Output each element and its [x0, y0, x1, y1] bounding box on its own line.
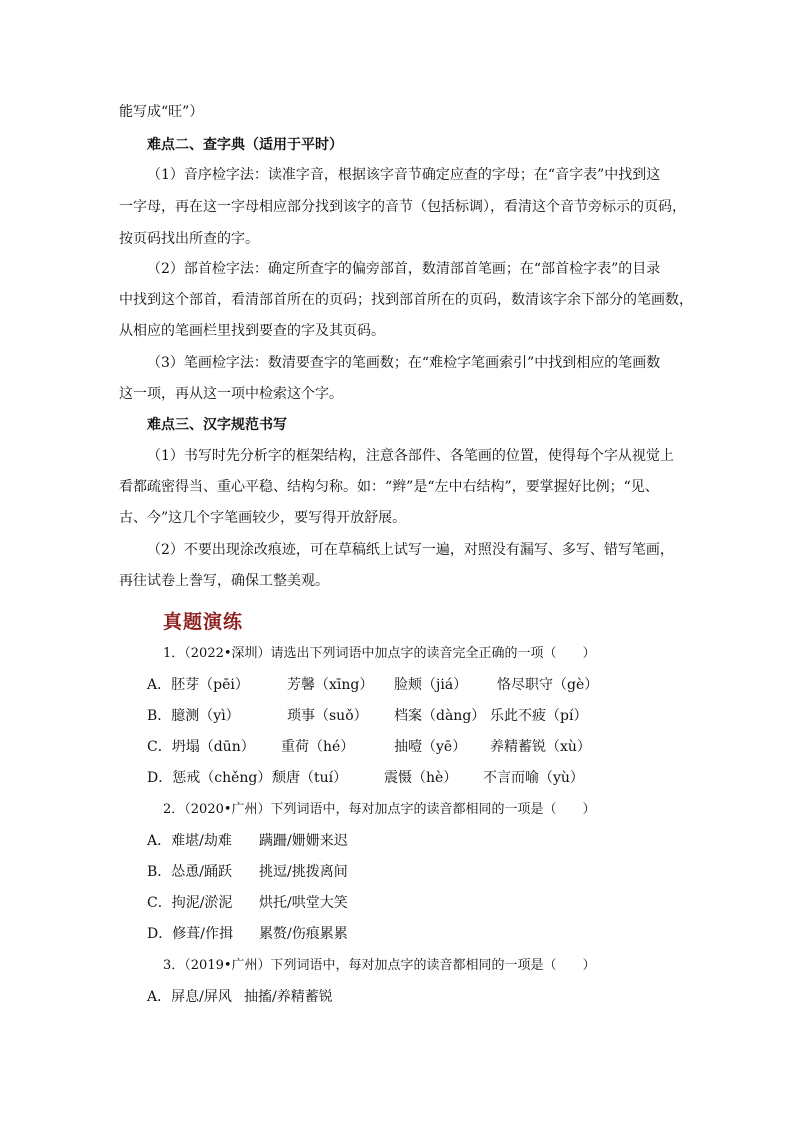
text-line: 古、今”这几个字笔画较少，要写得开放舒展。: [119, 510, 407, 526]
question-2-stem: 2．（2020•广州）下列词语中，每对加点字的读音都相同的一项是（ ）: [163, 802, 596, 817]
option-d-3: 震慑（hè）: [384, 770, 458, 786]
option-b-3: 档案（dàng）: [394, 708, 486, 724]
option-b-2: 琐事（suǒ）: [287, 708, 368, 724]
option-a-1: A．难堪/劫难: [147, 833, 232, 849]
option-a-2: 蹒跚/姗姗来迟: [259, 833, 348, 849]
option-a-2: 芳馨（xīng）: [287, 677, 374, 693]
text-line: （3）笔画检字法：数清要查字的笔画数；在“难检字笔画索引”中找到相应的笔画数: [147, 355, 661, 371]
option-a-1: A．胚芽（pēi）: [147, 677, 249, 693]
option-a-4: 恪尽职守（gè）: [497, 677, 599, 693]
text-line: （1）书写时先分析字的框架结构，注意各部件、各笔画的位置，使得每个字从视觉上: [147, 448, 674, 464]
option-c-2: 烘托/哄堂大笑: [259, 895, 348, 911]
text-line: （2）部首检字法：确定所查字的偏旁部首，数清部首笔画；在“部首检字表”的目录: [147, 261, 661, 277]
option-c-1: C．坍塌（dūn）: [147, 739, 255, 755]
option-c-3: 抽噎（yē）: [394, 739, 467, 755]
option-b-4: 乐此不疲（pí）: [490, 708, 588, 724]
option-d-1: D．惩戒（chěng）: [147, 770, 272, 786]
option-d-4: 不言而喻（yù）: [483, 770, 584, 786]
option-a-1: A．屏息/屏风: [147, 989, 232, 1005]
text-line: 这一项，再从这一项中检索这个字。: [119, 386, 343, 402]
text-line: 看都疏密得当、重心平稳、结构匀称。如：“辫”是“左中右结构”，要掌握好比例；“见、: [119, 479, 659, 495]
question-1-stem: 1．（2022•深圳）请选出下列词语中加点字的读音完全正确的一项（ ）: [163, 646, 596, 661]
option-b-1: B．臆测（yì）: [147, 708, 240, 724]
text-line: 再往试卷上誊写，确保工整美观。: [119, 573, 329, 589]
option-d-2: 累赘/伤痕累累: [259, 926, 348, 942]
option-c-2: 重荷（hé）: [281, 739, 355, 755]
text-line: 从相应的笔画栏里找到要查的字及其页码。: [119, 323, 385, 339]
text-line: （2）不要出现涂改痕迹，可在草稿纸上试写一遍，对照没有漏写、多写、错写笔画，: [147, 542, 674, 558]
subheading-difficulty-3: 难点三、汉字规范书写: [147, 417, 287, 433]
option-a-3: 脸颊（jiá）: [394, 677, 468, 693]
option-d-1: D．修葺/作揖: [147, 926, 233, 942]
text-line: 一字母，再在这一字母相应部分找到该字的音节（包括标调），看清这个音节旁标示的页码，: [119, 199, 686, 215]
text-line: （1）音序检字法：读准字音，根据该字音节确定应查的字母；在“音字表”中找到这: [147, 167, 661, 183]
text-line: 中找到这个部首，看清部首所在的页码；找到部首所在的页码，数清该字余下部分的笔画数，: [119, 292, 693, 308]
subheading-difficulty-2: 难点二、查字典（适用于平时）: [147, 137, 343, 153]
text-line: 按页码找出所查的字。: [119, 231, 259, 247]
option-b-1: B．怂恿/踊跃: [147, 864, 233, 880]
option-a-2: 抽搐/养精蓄锐: [244, 989, 333, 1005]
section-title: 真题演练: [163, 611, 244, 633]
text-line: 能写成“旺”）: [119, 104, 204, 120]
option-d-2: 颓唐（tuí）: [272, 770, 348, 786]
option-c-4: 养精蓄锐（xù）: [490, 739, 591, 755]
option-b-2: 挑逗/挑拨离间: [259, 864, 348, 880]
option-c-1: C．拘泥/淤泥: [147, 895, 233, 911]
question-3-stem: 3．（2019•广州）下列词语中，每对加点字的读音都相同的一项是（ ）: [163, 958, 596, 973]
